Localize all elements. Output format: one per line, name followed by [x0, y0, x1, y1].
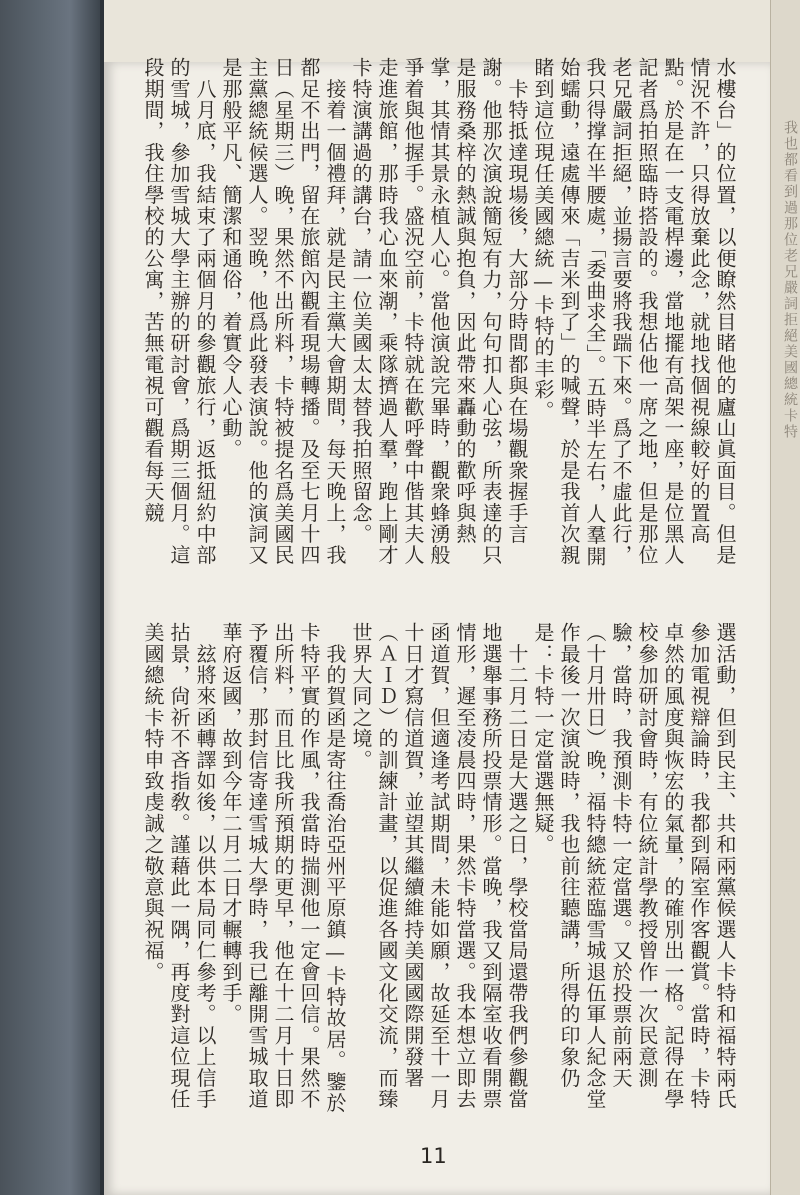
adjacent-page-text: 我也都看到過那位老兄嚴詞拒絕美國總統卡特 — [782, 120, 798, 440]
top-text-block: 水樓台」的位置，以便瞭然目睹他的廬山眞面目。但是情況不許，只得放棄此念，就地找個視線較好的置高點。於是在一支電桿邊，當地擺有高架一座，是位黑人記者爲拍照臨時搭設的。我想佔他一席之地，但是那位老兄嚴詞拒絕，並揚言要將我踹下來。爲了不虛此行，我只得撑在半腰處，「委曲求全」。五時半左右，人羣開始蠕動，遠處傳來「吉米到了」的喊聲，於是我首次親睹到這位現任美國總統—卡特的丰彩。 卡特抵達現場後，大部分時間都與在場觀衆握手言謝。他那次演說簡短有力，句句扣人心弦，所表達的只是服務桑梓的熱誠與抱負，因此帶來轟動的歡呼與熱掌，其情其景永植人心。當他演說完畢時，觀衆蜂湧般爭着與他握手。盛況空前，卡特就在歡呼聲中偕其夫人走進旅館，那時我心血來潮，乘隊擠過人羣，跑上剛才卡特演講過的講台，請一位美國太太替我拍照留念。 接着一個禮拜，就是民主黨大會期間，每天晚上，我都足不出門，留在旅館內觀看現場轉播。及至七月十四日（星期三）晚，果然不出所料，卡特被提名爲美國民主黨總統候選人。翌晚，他爲此發表演說。他的演詞又是那般平凡、簡潔和通俗，着實令人心動。 八月底，我結束了兩個月的參觀旅行，返抵紐約中部的雪城，參加雪城大學主辦的研討會，爲期三個月。這段期間，我住學校的公寓，苦無電視可觀看每天競 — [141, 57, 737, 567]
adjacent-page-edge — [770, 0, 800, 1195]
book-spine — [0, 0, 100, 1195]
bottom-text-block: 選活動，但到民主、共和兩黨候選人卡特和福特兩氏參加電視辯論時，我都到隔室作客觀賞。當時，卡特卓然的風度與恢宏的氣量，的確別出一格。記得在學校參加研討會時，有位統計學教授曾作一次民意測驗，當時，我預測卡特一定當選。又於投票前兩天（十月卅日）晚，福特總統蒞臨雪城退伍軍人紀念堂作最後一次演說時，我也前往聽講，所得的印象仍是：卡特一定當選無疑。 十二月二日是大選之日，學校當局還帶我們參觀當地選舉事務所投票情形。當晚，我又到隔室收看開票情形，遲至凌晨四時，果然卡特當選。我本想立即去函道賀，但適逢考試期間，未能如願，故延至十一月十日才寫信道賀，並望其繼續維持美國國際開發署（ＡＩＤ）的訓練計畫，以促進各國文化交流，而臻世界大同之境。 我的賀函是寄往喬治亞州平原鎮—卡特故居。鑒於卡特平實的作風，我當時揣測他一定會回信。果然不出所料，而且比我所預期的更早，他在十二月十日即予覆信，那封信寄達雪城大學時，我已離開雪城取道華府返國，故到今年二月二日才輾轉到手。 玆將來函轉譯如後，以供本局同仁參考。以上信手拈景，尙祈不吝指敎。謹藉此一隅，再度對這位現任美國總統卡特申致虔誠之敬意與祝福。 — [141, 622, 737, 1114]
page — [104, 57, 770, 1195]
page-number: 11 — [420, 1144, 447, 1168]
